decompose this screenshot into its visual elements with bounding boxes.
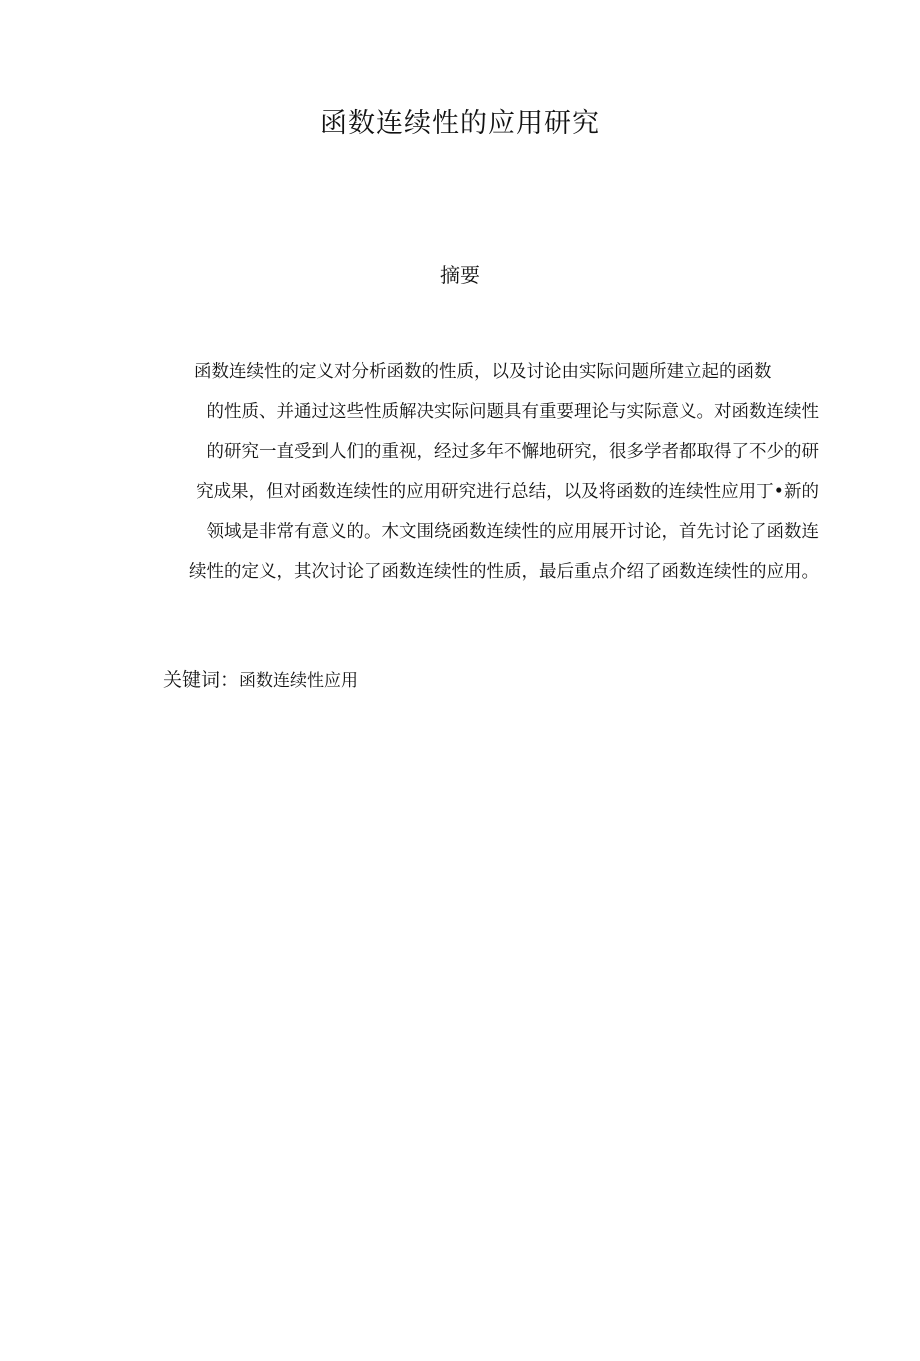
abstract-line-6: 续性的定义，其次讨论了函数连续性的性质，最后重点介绍了函数连续性的应用。 xyxy=(189,562,819,582)
keywords-line xyxy=(163,664,358,697)
abstract-line-3: 的研究一直受到人们的重视，经过多年不懈地研究，很多学者都取得了不少的研 xyxy=(206,442,819,462)
abstract-line-2: 的性质、并通过这些性质解决实际问题具有重要理论与实际意义。对函数连续性 xyxy=(206,402,819,422)
keywords-label: 关键词： xyxy=(163,669,240,691)
keywords-value: 函数连续性应用 xyxy=(239,671,359,691)
abstract-line-4: 究成果，但对函数连续性的应用研究进行总结，以及将函数的连续性应用丁•新的 xyxy=(196,482,819,502)
abstract-heading: 摘要 xyxy=(440,263,480,287)
abstract-line-1: 函数连续性的定义对分析函数的性质，以及讨论由实际问题所建立起的函数 xyxy=(194,362,772,382)
abstract-line-5: 领域是非常有意义的。木文围绕函数连续性的应用展开讨论，首先讨论了函数连 xyxy=(206,522,819,542)
abstract-body xyxy=(136,352,819,592)
document-title: 函数连续性的应用研究 xyxy=(320,108,600,139)
